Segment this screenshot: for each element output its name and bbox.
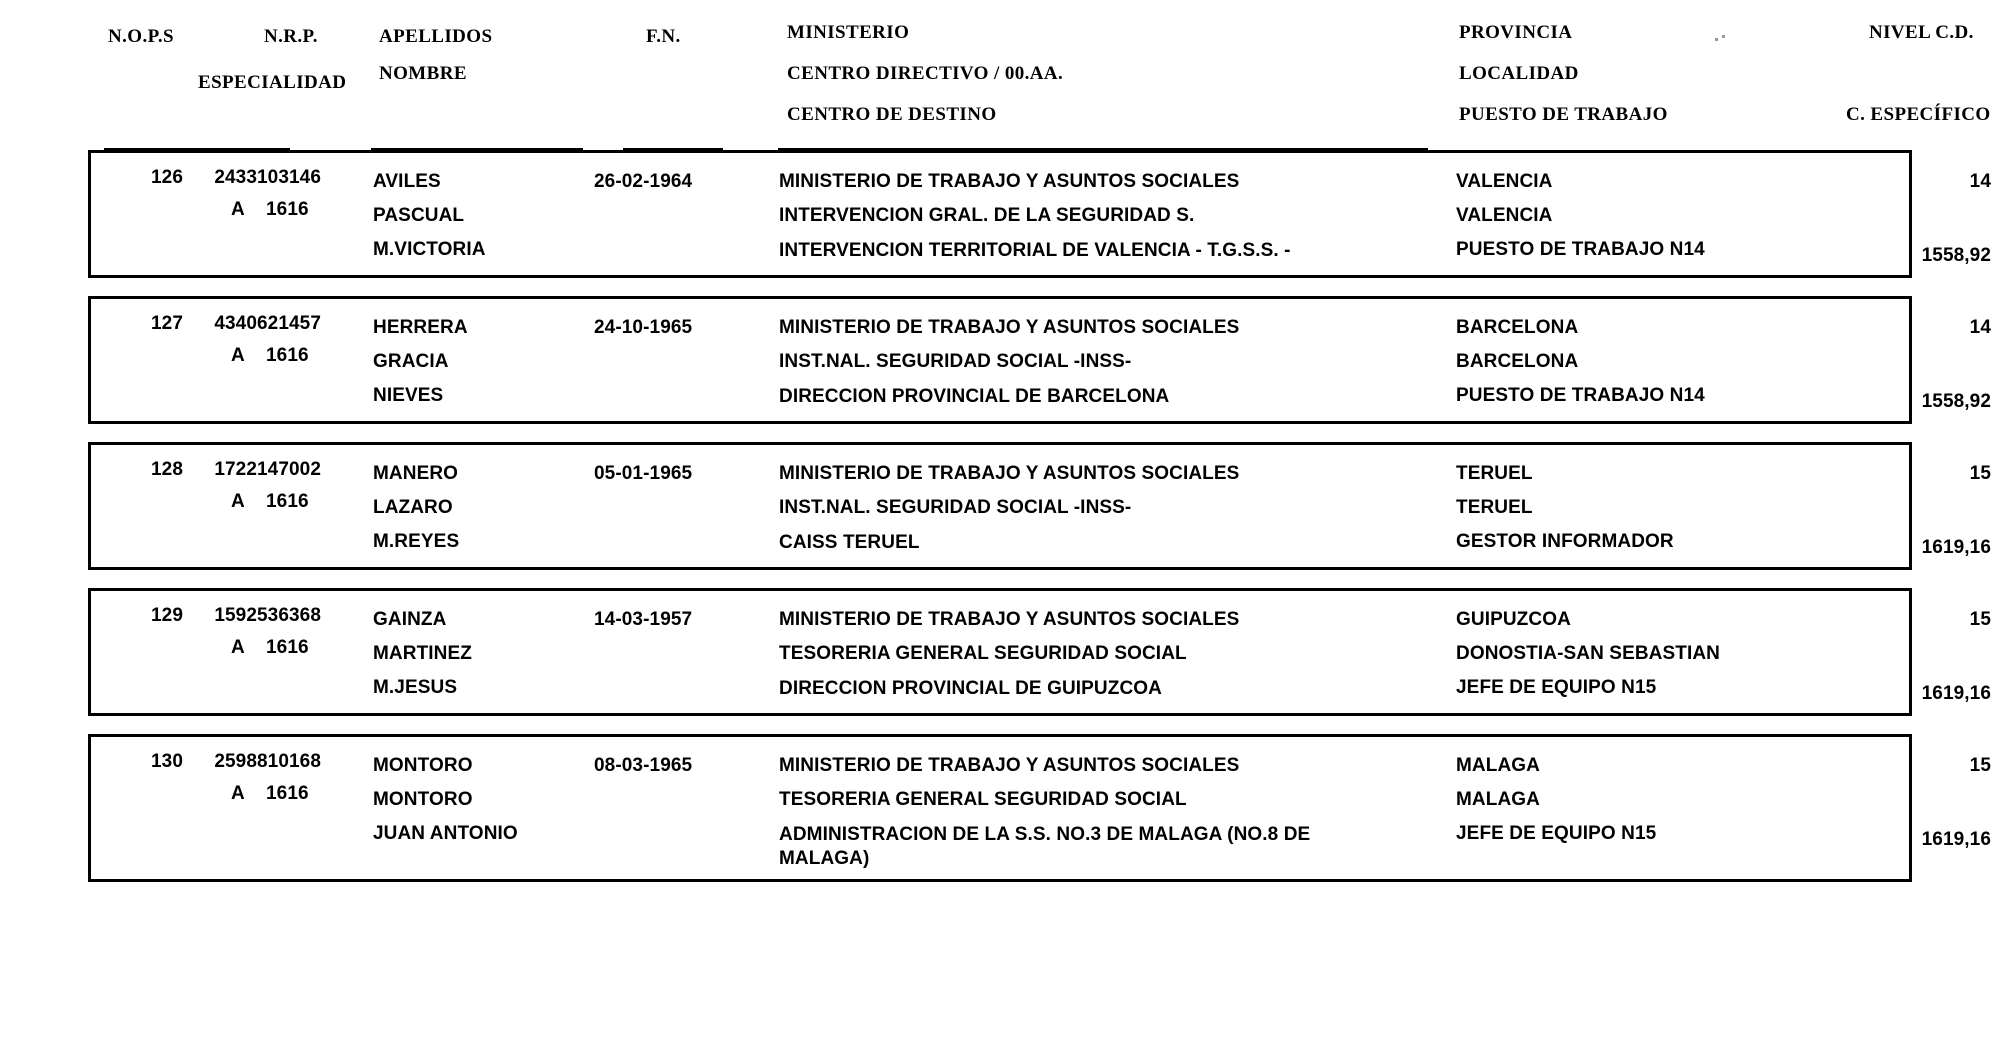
row-provincia: VALENCIA xyxy=(1456,171,1553,192)
scan-artifact xyxy=(1715,38,1718,41)
row-fecha-nacimiento: 24-10-1965 xyxy=(594,317,693,338)
row-especialidad-numero: 1616 xyxy=(266,345,309,366)
header-centro-directivo: CENTRO DIRECTIVO / 00.AA. xyxy=(787,63,1064,84)
row-nrp: 1722147002 xyxy=(214,459,321,480)
row-apellido1: MANERO xyxy=(373,463,459,484)
row-puesto: PUESTO DE TRABAJO N14 xyxy=(1456,239,1705,260)
header-complemento-especifico: C. ESPECÍFICO xyxy=(1846,104,1991,125)
row-nops: 127 xyxy=(150,313,183,334)
row-especifico: 1558,92 xyxy=(1921,391,1991,412)
row-especifico: 1619,16 xyxy=(1921,683,1991,704)
row-especialidad-numero: 1616 xyxy=(266,783,309,804)
row-nrp: 1592536368 xyxy=(214,605,321,626)
row-nrp: 2598810168 xyxy=(214,751,321,772)
row-apellido2: MONTORO xyxy=(373,789,473,810)
row-puesto: JEFE DE EQUIPO N15 xyxy=(1456,823,1657,844)
row-centro-directivo: TESORERIA GENERAL SEGURIDAD SOCIAL xyxy=(779,789,1187,810)
row-centro-directivo: INST.NAL. SEGURIDAD SOCIAL -INSS- xyxy=(779,351,1132,372)
header-puesto-trabajo: PUESTO DE TRABAJO xyxy=(1459,104,1668,125)
row-fecha-nacimiento: 05-01-1965 xyxy=(594,463,693,484)
row-nombre: M.JESUS xyxy=(373,677,458,698)
table-row xyxy=(88,150,1991,278)
header-nombre: NOMBRE xyxy=(379,63,467,84)
row-ministerio: MINISTERIO DE TRABAJO Y ASUNTOS SOCIALES xyxy=(779,755,1240,776)
row-centro-directivo: INTERVENCION GRAL. DE LA SEGURIDAD S. xyxy=(779,205,1195,226)
row-centro-destino: DIRECCION PROVINCIAL DE GUIPUZCOA xyxy=(779,678,1162,699)
header-centro-destino: CENTRO DE DESTINO xyxy=(787,104,997,125)
row-puesto: JEFE DE EQUIPO N15 xyxy=(1456,677,1657,698)
row-apellido2: MARTINEZ xyxy=(373,643,472,664)
row-especifico: 1558,92 xyxy=(1921,245,1991,266)
header-nivel-cd: NIVEL C.D. xyxy=(1869,22,1974,43)
table-header xyxy=(88,0,1991,150)
row-apellido1: MONTORO xyxy=(373,755,473,776)
row-localidad: VALENCIA xyxy=(1456,205,1553,226)
row-especialidad-letra: A xyxy=(231,199,245,220)
records-list xyxy=(88,150,1991,882)
row-fecha-nacimiento: 14-03-1957 xyxy=(594,609,693,630)
row-provincia: BARCELONA xyxy=(1456,317,1579,338)
row-fecha-nacimiento: 26-02-1964 xyxy=(594,171,693,192)
row-ministerio: MINISTERIO DE TRABAJO Y ASUNTOS SOCIALES xyxy=(779,463,1240,484)
row-apellido2: GRACIA xyxy=(373,351,449,372)
row-nops: 130 xyxy=(150,751,183,772)
row-especialidad-numero: 1616 xyxy=(266,199,309,220)
row-especifico: 1619,16 xyxy=(1921,537,1991,558)
row-nombre: JUAN ANTONIO xyxy=(373,823,518,844)
header-ministerio: MINISTERIO xyxy=(787,22,910,43)
row-nombre: M.VICTORIA xyxy=(373,239,486,260)
row-nombre: M.REYES xyxy=(373,531,460,552)
row-apellido1: GAINZA xyxy=(373,609,447,630)
header-apellidos: APELLIDOS xyxy=(379,26,493,47)
row-apellido2: LAZARO xyxy=(373,497,453,518)
row-centro-destino: DIRECCION PROVINCIAL DE BARCELONA xyxy=(779,386,1170,407)
row-localidad: DONOSTIA-SAN SEBASTIAN xyxy=(1456,643,1720,664)
header-nrp: N.R.P. xyxy=(264,26,318,47)
row-nops: 129 xyxy=(150,605,183,626)
row-puesto: PUESTO DE TRABAJO N14 xyxy=(1456,385,1705,406)
row-localidad: BARCELONA xyxy=(1456,351,1579,372)
table-row xyxy=(88,734,1991,882)
row-nrp: 4340621457 xyxy=(214,313,321,334)
table-row xyxy=(88,588,1991,716)
row-especifico: 1619,16 xyxy=(1921,829,1991,850)
row-localidad: MALAGA xyxy=(1456,789,1540,810)
row-nops: 126 xyxy=(150,167,183,188)
row-centro-directivo: INST.NAL. SEGURIDAD SOCIAL -INSS- xyxy=(779,497,1132,518)
row-centro-destino: ADMINISTRACION DE LA S.S. NO.3 DE MALAGA (NO.8 DE MALAGA) xyxy=(779,824,1311,869)
row-centro-destino: CAISS TERUEL xyxy=(779,532,920,553)
row-apellido2: PASCUAL xyxy=(373,205,465,226)
row-ministerio: MINISTERIO DE TRABAJO Y ASUNTOS SOCIALES xyxy=(779,171,1240,192)
row-ministerio: MINISTERIO DE TRABAJO Y ASUNTOS SOCIALES xyxy=(779,317,1240,338)
row-especialidad-letra: A xyxy=(231,637,245,658)
row-nops: 128 xyxy=(150,459,183,480)
row-especialidad-letra: A xyxy=(231,783,245,804)
row-nrp: 2433103146 xyxy=(214,167,321,188)
header-especialidad: ESPECIALIDAD xyxy=(198,72,347,93)
row-ministerio: MINISTERIO DE TRABAJO Y ASUNTOS SOCIALES xyxy=(779,609,1240,630)
header-provincia: PROVINCIA xyxy=(1459,22,1573,43)
row-nivel: 14 xyxy=(1969,317,1991,338)
row-provincia: GUIPUZCOA xyxy=(1456,609,1571,630)
row-fecha-nacimiento: 08-03-1965 xyxy=(594,755,693,776)
header-fecha-nacimiento: F.N. xyxy=(646,26,681,47)
row-nivel: 15 xyxy=(1969,463,1991,484)
header-nops: N.O.P.S xyxy=(108,26,174,47)
row-nivel: 14 xyxy=(1969,171,1991,192)
row-nombre: NIEVES xyxy=(373,385,444,406)
scan-artifact xyxy=(1722,35,1725,38)
row-especialidad-numero: 1616 xyxy=(266,491,309,512)
row-provincia: MALAGA xyxy=(1456,755,1540,776)
row-apellido1: HERRERA xyxy=(373,317,468,338)
row-nivel: 15 xyxy=(1969,609,1991,630)
row-especialidad-numero: 1616 xyxy=(266,637,309,658)
row-centro-directivo: TESORERIA GENERAL SEGURIDAD SOCIAL xyxy=(779,643,1187,664)
table-row xyxy=(88,296,1991,424)
row-nivel: 15 xyxy=(1969,755,1991,776)
row-apellido1: AVILES xyxy=(373,171,441,192)
row-centro-destino: INTERVENCION TERRITORIAL DE VALENCIA - T.G.S.S. - xyxy=(779,240,1291,261)
table-row xyxy=(88,442,1991,570)
row-especialidad-letra: A xyxy=(231,491,245,512)
header-localidad: LOCALIDAD xyxy=(1459,63,1579,84)
row-provincia: TERUEL xyxy=(1456,463,1533,484)
row-puesto: GESTOR INFORMADOR xyxy=(1456,531,1674,552)
row-especialidad-letra: A xyxy=(231,345,245,366)
row-localidad: TERUEL xyxy=(1456,497,1533,518)
